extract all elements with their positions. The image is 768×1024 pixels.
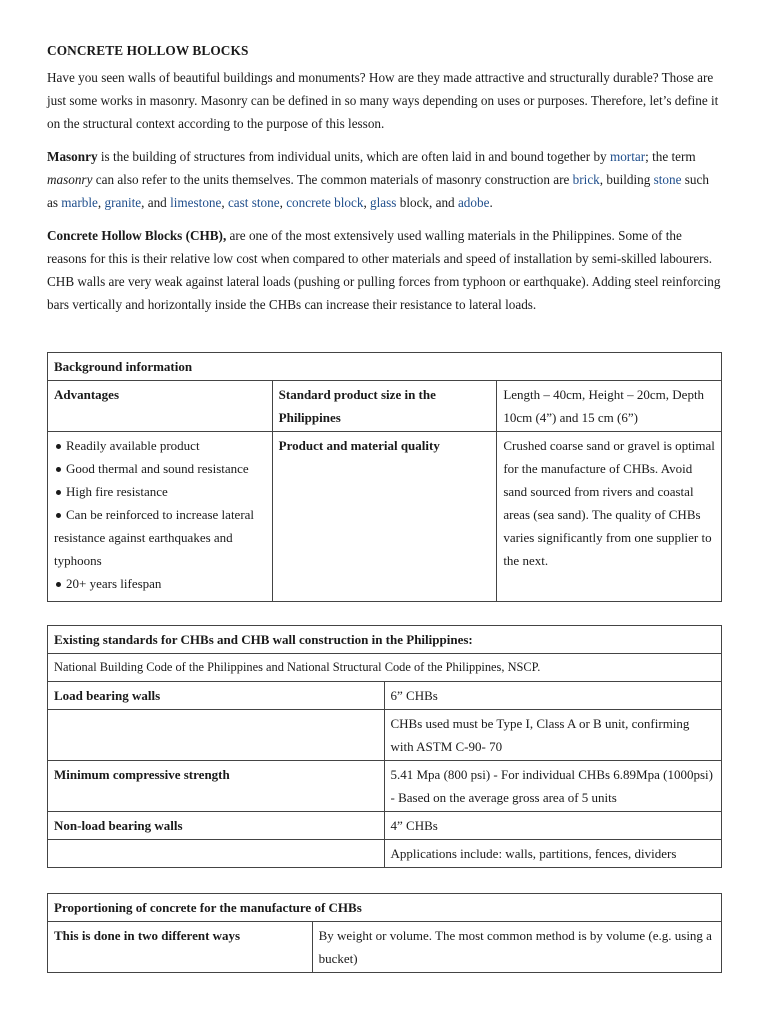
list-item-text: High fire resistance	[66, 484, 168, 499]
advantages-list	[54, 434, 266, 595]
bullet-icon	[56, 467, 61, 472]
empty-cell	[48, 710, 385, 761]
bullet-icon	[56, 444, 61, 449]
masonry-text-6: , and	[141, 195, 171, 210]
table-row	[48, 922, 722, 973]
non-load-bearing-note: Applications include: walls, partitions, fences, dividers	[384, 840, 722, 868]
table-row	[48, 812, 722, 840]
table-row	[48, 840, 722, 868]
table-row	[48, 432, 722, 602]
size-label: Standard product size in the Philippines	[272, 381, 497, 432]
masonry-text-5: such as	[47, 172, 709, 210]
table-row	[48, 353, 722, 381]
link-cast-stone[interactable]: cast stone	[227, 195, 280, 210]
table-header: Existing standards for CHBs and CHB wall construction in the Philippines:	[48, 626, 722, 654]
non-load-bearing-value: 4” CHBs	[384, 812, 722, 840]
list-item-text: Good thermal and sound resistance	[66, 461, 249, 476]
empty-cell	[48, 840, 385, 868]
chb-term: Concrete Hollow Blocks (CHB),	[47, 228, 227, 243]
chb-text: are one of the most extensively used walling materials in the Philippines. Some of the reasons for this is their relative low cost when compared to other materials and speed of installation by semi-skilled labourers. CHB walls are very weak against lateral loads (pushing or pulling forces from typhoon or earthquake). Adding steel reinforcing bars vertically and horizontally inside the CHBs can increase their resistance to lateral loads.	[47, 228, 721, 312]
table-row	[48, 682, 722, 710]
bullet-icon	[56, 513, 61, 518]
link-mortar[interactable]: mortar	[609, 149, 646, 164]
masonry-italic: masonry	[47, 172, 93, 187]
advantages-list-cell	[48, 432, 273, 602]
masonry-comma: ,	[97, 195, 105, 210]
table-row	[48, 761, 722, 812]
table-row	[48, 381, 722, 432]
background-info-table	[47, 352, 722, 602]
standards-table	[47, 625, 722, 868]
load-bearing-label: Load bearing walls	[48, 682, 385, 710]
load-bearing-value: 6” CHBs	[384, 682, 722, 710]
quality-value: Crushed coarse sand or gravel is optimal for the manufacture of CHBs. Avoid sand sourced from rivers and coastal areas (sea sand). The quality of CHBs varies significantly from one supplier to the next.	[497, 432, 722, 602]
proportioning-table	[47, 893, 722, 973]
methods-value: By weight or volume. The most common method is by volume (e.g. using a bucket)	[312, 922, 721, 973]
table-subheader: National Building Code of the Philippines and National Structural Code of the Philippines, NSCP.	[48, 654, 722, 682]
load-bearing-note: CHBs used must be Type I, Class A or B unit, confirming with ASTM C-90- 70	[384, 710, 722, 761]
masonry-text-7: block, and	[396, 195, 458, 210]
masonry-text-4: , building	[599, 172, 654, 187]
table-header: Background information	[48, 353, 722, 381]
intro-paragraph: Have you seen walls of beautiful buildings and monuments? How are they made attractive and structurally durable? Those are just some works in masonry. Masonry can be defined in so many ways depending on uses or purposes. Therefore, let’s define it on the structural context according to the purpose of this lesson.	[47, 70, 719, 131]
compressive-strength-value: 5.41 Mpa (800 psi) - For individual CHBs 6.89Mpa (1000psi) - Based on the average gross area of 5 units	[384, 761, 722, 812]
list-item	[54, 457, 266, 480]
table-row	[48, 894, 722, 922]
list-item-text: Readily available product	[66, 438, 200, 453]
masonry-text-3: can also refer to the units themselves. The common materials of masonry construction are	[92, 172, 573, 187]
masonry-text-8: .	[489, 195, 493, 210]
link-concrete-block[interactable]: concrete block	[286, 195, 364, 210]
list-item-text: Can be reinforced to increase lateral resistance against earthquakes and typhoons	[54, 507, 255, 568]
link-glass[interactable]: glass	[370, 195, 397, 210]
link-stone[interactable]: stone	[653, 172, 682, 187]
size-value: Length – 40cm, Height – 20cm, Depth 10cm (4”) and 15 cm (6”)	[497, 381, 722, 432]
masonry-comma: ,	[279, 195, 287, 210]
list-item	[54, 480, 266, 503]
table-row	[48, 626, 722, 654]
quality-label: Product and material quality	[272, 432, 497, 602]
masonry-comma: ,	[221, 195, 228, 210]
table-header: Proportioning of concrete for the manufacture of CHBs	[48, 894, 722, 922]
advantages-label: Advantages	[48, 381, 273, 432]
link-adobe[interactable]: adobe	[457, 195, 490, 210]
table-row	[48, 710, 722, 761]
link-marble[interactable]: marble	[61, 195, 98, 210]
link-brick[interactable]: brick	[572, 172, 600, 187]
link-granite[interactable]: granite	[104, 195, 142, 210]
masonry-term: Masonry	[47, 149, 98, 164]
methods-label: This is done in two different ways	[48, 922, 313, 973]
masonry-text-2: ; the term	[645, 149, 696, 164]
non-load-bearing-label: Non-load bearing walls	[48, 812, 385, 840]
masonry-comma: ,	[363, 195, 371, 210]
document-title: CONCRETE HOLLOW BLOCKS	[47, 43, 249, 58]
table-row	[48, 654, 722, 682]
list-item	[54, 503, 266, 572]
compressive-strength-label: Minimum compressive strength	[48, 761, 385, 812]
chb-paragraph	[47, 224, 722, 316]
link-limestone[interactable]: limestone	[170, 195, 222, 210]
bullet-icon	[56, 490, 61, 495]
list-item-text: 20+ years lifespan	[66, 576, 162, 591]
list-item	[54, 434, 266, 457]
list-item	[54, 572, 266, 595]
bullet-icon	[56, 582, 61, 587]
masonry-paragraph	[47, 145, 722, 214]
masonry-text-1: is the building of structures from individual units, which are often laid in and bound together by	[97, 149, 610, 164]
